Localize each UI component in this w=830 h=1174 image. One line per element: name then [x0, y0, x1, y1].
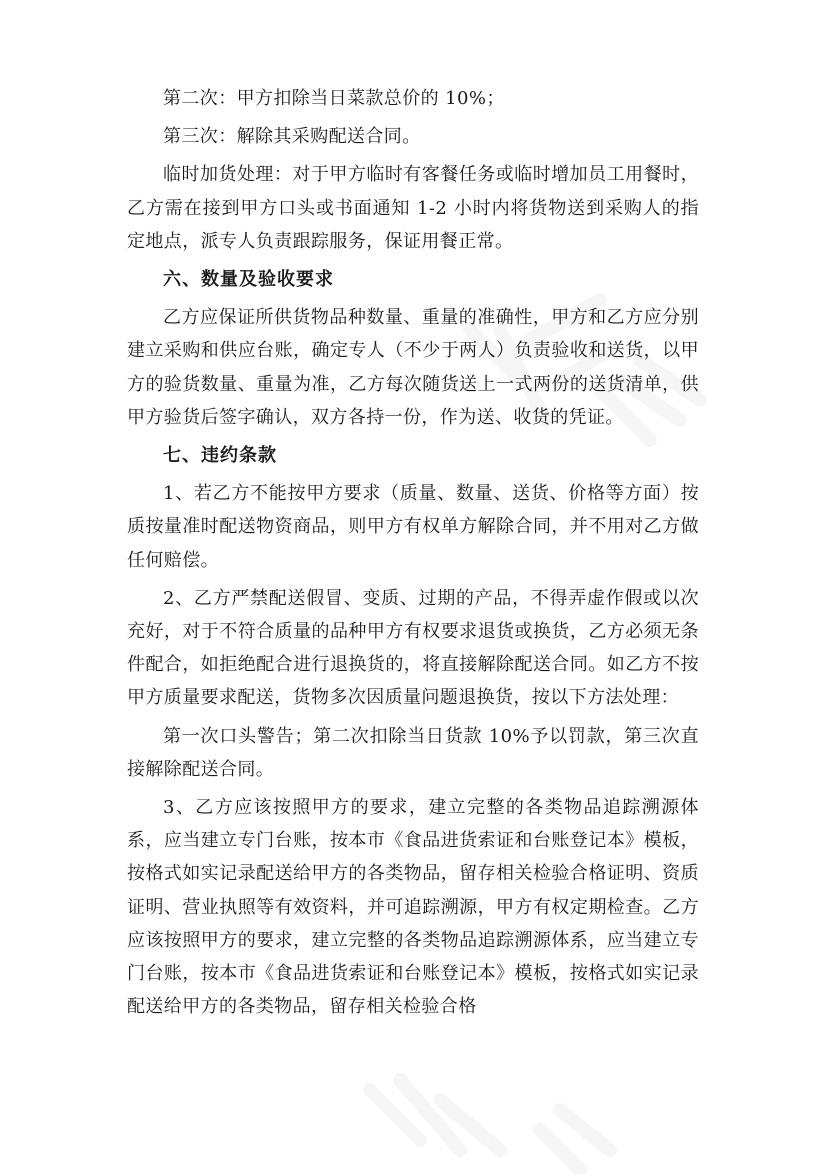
paragraph-third-penalty: 第三次：解除其采购配送合同。: [163, 126, 421, 148]
paragraph-temporary-order: 临时加货处理：对于甲方临时有客餐任务或临时增加员工用餐时，乙方需在接到甲方口头或书面通知 1-2 小时内将货物送到采购人的指定地点，派专人负责跟踪服务，保证用餐正常。: [127, 164, 699, 252]
document-body: [127, 82, 699, 1028]
section-heading-quantity-acceptance: 六、数量及验收要求: [163, 269, 334, 291]
paragraph-second-penalty: 第二次：甲方扣除当日菜款总价的 10%；: [163, 88, 505, 109]
paragraph-quantity-acceptance: 乙方应保证所供货物品种数量、重量的准确性，甲方和乙方应分别建立采购和供应台账，确定专人（不少于两人）负责验收和送货，以甲方的验货数量、重量为准，乙方每次随货送上一式两份的送货清单，供甲方验货后签字确认，双方各持一份，作为送、收货的凭证。: [127, 307, 699, 428]
paragraph-clause-1: 1、若乙方不能按甲方要求（质量、数量、送货、价格等方面）按质按量准时配送物资商品，则甲方有权单方解除合同，并不用对乙方做任何赔偿。: [127, 483, 699, 571]
paragraph-clause-2: 2、乙方严禁配送假冒、变质、过期的产品，不得弄虚作假或以次充好，对于不符合质量的品种甲方有权要求退货或换货，乙方必须无条件配合，如拒绝配合进行退换货的，将直接解除配送合同。如乙方不按甲方质量要求配送，货物多次因质量问题退换货，按以下方法处理：: [127, 587, 699, 709]
paragraph-clause-2-penalties: 第一次口头警告；第二次扣除当日货款 10%予以罚款，第三次直接解除配送合同。: [127, 725, 699, 780]
section-heading-breach-clauses: 七、违约条款: [163, 445, 277, 467]
paragraph-clause-3: 3、乙方应该按照甲方的要求，建立完整的各类物品追踪溯源体系，应当建立专门台账，按本市《食品进货索证和台账登记本》模板，按格式如实记录配送给甲方的各类物品，留存相关检验合格证明、资质证明、营业执照等有效资料，并可追踪溯源，甲方有权定期检查。乙方应该按照甲方的要求，建立完整的各类物品追踪溯源体系，应当建立专门台账，按本市《食品进货索证和台账登记本》模板，按格式如实记录配送给甲方的各类物品，留存相关检验合格: [127, 797, 699, 1018]
